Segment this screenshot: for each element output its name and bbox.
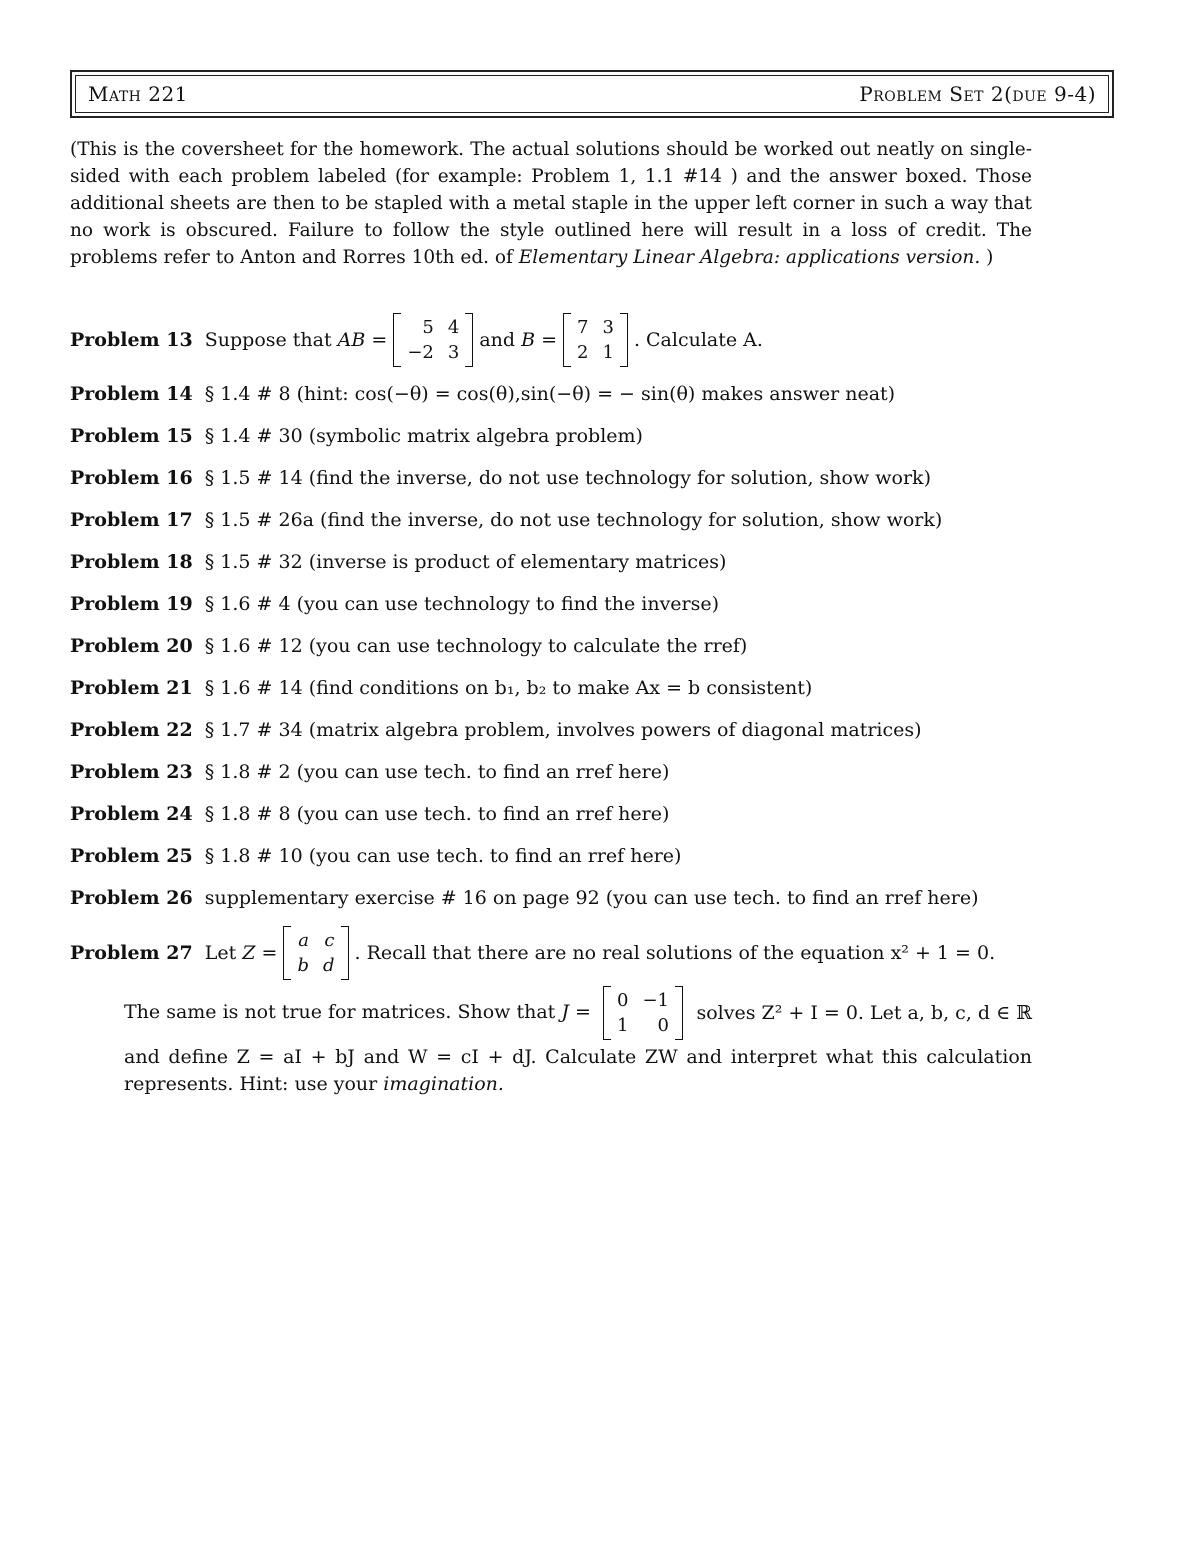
problem-21 xyxy=(70,677,1114,699)
problem-24 xyxy=(70,803,1114,825)
problem-16 xyxy=(70,467,1114,489)
problem-23 xyxy=(70,761,1114,783)
problem-text: § 1.4 # 8 (hint: cos(−θ) = cos(θ),sin(−θ) = − sin(θ) makes answer neat) xyxy=(204,383,896,405)
right-bracket xyxy=(620,313,628,367)
p27-let: Let xyxy=(204,942,237,964)
intro-close: ) xyxy=(980,247,994,268)
problem-text: § 1.6 # 4 (you can use technology to find the inverse) xyxy=(204,593,720,615)
problem-label: Problem 17 xyxy=(70,509,193,531)
p13-b: B = xyxy=(521,329,558,351)
header-inner xyxy=(75,75,1109,113)
matrix-b-entries xyxy=(571,313,620,367)
problem-label: Problem 18 xyxy=(70,551,193,573)
p27-same-group xyxy=(124,986,689,1040)
problem-20 xyxy=(70,635,1114,657)
left-bracket xyxy=(603,986,611,1040)
matrix-b xyxy=(563,313,628,367)
problem-list xyxy=(70,313,1114,1098)
problem-text: § 1.7 # 34 (matrix algebra problem, involves powers of diagonal matrices) xyxy=(204,719,922,741)
problem-label: Problem 13 xyxy=(70,329,193,351)
left-bracket xyxy=(563,313,571,367)
right-bracket xyxy=(465,313,473,367)
matrix-entry: −1 xyxy=(642,990,669,1011)
p27-recall: . Recall that there are no real solutions of the equation x² + 1 = 0. xyxy=(354,942,996,964)
intro-text: (This is the coversheet for the homework. The actual solutions should be worked out neatly on single-sided with each problem labeled (for example: Problem 1, 1.1 #14 ) and the answer boxed. Those additional sheets are then to be stapled with a metal staple in the upper left corner in such a way that no work is obscured. Failure to follow the style outlined here will result in a loss of credit. The problems refer to Anton and Rorres 10th ed. of xyxy=(70,139,1032,268)
p13-and: and xyxy=(479,329,516,351)
p13-pre: Suppose that xyxy=(204,329,332,351)
p27-imagination: imagination. xyxy=(383,1073,504,1095)
problem-label: Problem 22 xyxy=(70,719,193,741)
matrix-entry: b xyxy=(297,955,309,976)
problem-18 xyxy=(70,551,1114,573)
problem-13 xyxy=(70,313,1114,367)
matrix-entry: 1 xyxy=(602,342,614,363)
matrix-entry: a xyxy=(298,930,309,951)
p27-z: Z = xyxy=(242,942,278,964)
problem-label: Problem 14 xyxy=(70,383,193,405)
matrix-z-entries xyxy=(291,926,340,980)
p13-ab: AB = xyxy=(337,329,388,351)
problem-text: § 1.8 # 8 (you can use tech. to find an rref here) xyxy=(204,803,670,825)
matrix-entry: 2 xyxy=(577,342,589,363)
problem-label: Problem 15 xyxy=(70,425,193,447)
document-page xyxy=(70,70,1114,1098)
problem-27 xyxy=(70,926,1114,980)
matrix-entry: 3 xyxy=(602,317,614,338)
problem-label: Problem 21 xyxy=(70,677,193,699)
matrix-entry: 0 xyxy=(657,1015,669,1036)
problem-label: Problem 19 xyxy=(70,593,193,615)
matrix-j-entries xyxy=(611,986,675,1040)
problem-label: Problem 24 xyxy=(70,803,193,825)
matrix-entry: −2 xyxy=(407,342,434,363)
problem-text: § 1.4 # 30 (symbolic matrix algebra problem) xyxy=(204,425,643,447)
left-bracket xyxy=(393,313,401,367)
p27-j: J = xyxy=(561,1001,591,1023)
left-bracket xyxy=(283,926,291,980)
problem-text: § 1.5 # 32 (inverse is product of elementary matrices) xyxy=(204,551,727,573)
matrix-entry: c xyxy=(324,930,335,951)
problem-text: § 1.8 # 2 (you can use tech. to find an rref here) xyxy=(204,761,670,783)
problem-label: Problem 26 xyxy=(70,887,193,909)
problem-set-title: Problem Set 2(due 9-4) xyxy=(859,82,1096,106)
problem-26 xyxy=(70,887,1114,909)
problem-label: Problem 16 xyxy=(70,467,193,489)
problem-15 xyxy=(70,425,1114,447)
matrix-z xyxy=(283,926,348,980)
problem-22 xyxy=(70,719,1114,741)
problem-text: § 1.6 # 14 (find conditions on b₁, b₂ to make Ax = b consistent) xyxy=(204,677,813,699)
course-title: Math 221 xyxy=(88,82,188,106)
matrix-entry: 3 xyxy=(447,342,460,363)
problem-text: supplementary exercise # 16 on page 92 (you can use tech. to find an rref here) xyxy=(204,887,979,909)
p27-define: and define Z = aI + bJ and W = cI + dJ. Calculate ZW and interpret what this calculation represents. Hint: use your xyxy=(124,1046,1032,1095)
problem-19 xyxy=(70,593,1114,615)
matrix-entry: 1 xyxy=(616,1015,629,1036)
right-bracket xyxy=(341,926,349,980)
matrix-entry: 5 xyxy=(422,317,434,338)
matrix-entry: 4 xyxy=(447,317,460,338)
p27-solves: solves Z² + I = 0. Let a, b, c, d ∈ ℝ xyxy=(696,1001,1032,1024)
right-bracket xyxy=(675,986,683,1040)
problem-27-body xyxy=(124,986,1032,1098)
problem-25 xyxy=(70,845,1114,867)
matrix-j xyxy=(603,986,683,1040)
book-title: Elementary Linear Algebra: applications version. xyxy=(518,247,981,268)
problem-14 xyxy=(70,383,1114,405)
problem-label: Problem 27 xyxy=(70,942,193,964)
header-box xyxy=(70,70,1114,118)
p13-post: . Calculate A. xyxy=(633,329,763,351)
problem-label: Problem 25 xyxy=(70,845,193,867)
matrix-entry: 7 xyxy=(577,317,589,338)
problem-text: § 1.6 # 12 (you can use technology to calculate the rref) xyxy=(204,635,748,657)
problem-text: § 1.8 # 10 (you can use tech. to find an rref here) xyxy=(204,845,682,867)
problem-label: Problem 20 xyxy=(70,635,193,657)
matrix-entry: 0 xyxy=(616,990,629,1011)
problem-text: § 1.5 # 26a (find the inverse, do not use technology for solution, show work) xyxy=(204,509,943,531)
problem-text: § 1.5 # 14 (find the inverse, do not use technology for solution, show work) xyxy=(204,467,931,489)
p27-same: The same is not true for matrices. Show that xyxy=(124,1001,556,1023)
problem-label: Problem 23 xyxy=(70,761,193,783)
matrix-entry: d xyxy=(322,955,335,976)
matrix-ab xyxy=(393,313,473,367)
intro-paragraph xyxy=(70,136,1032,271)
matrix-ab-entries xyxy=(401,313,465,367)
p27-row-1 xyxy=(124,986,1032,1040)
p27-define-paragraph xyxy=(124,1044,1032,1098)
problem-17 xyxy=(70,509,1114,531)
